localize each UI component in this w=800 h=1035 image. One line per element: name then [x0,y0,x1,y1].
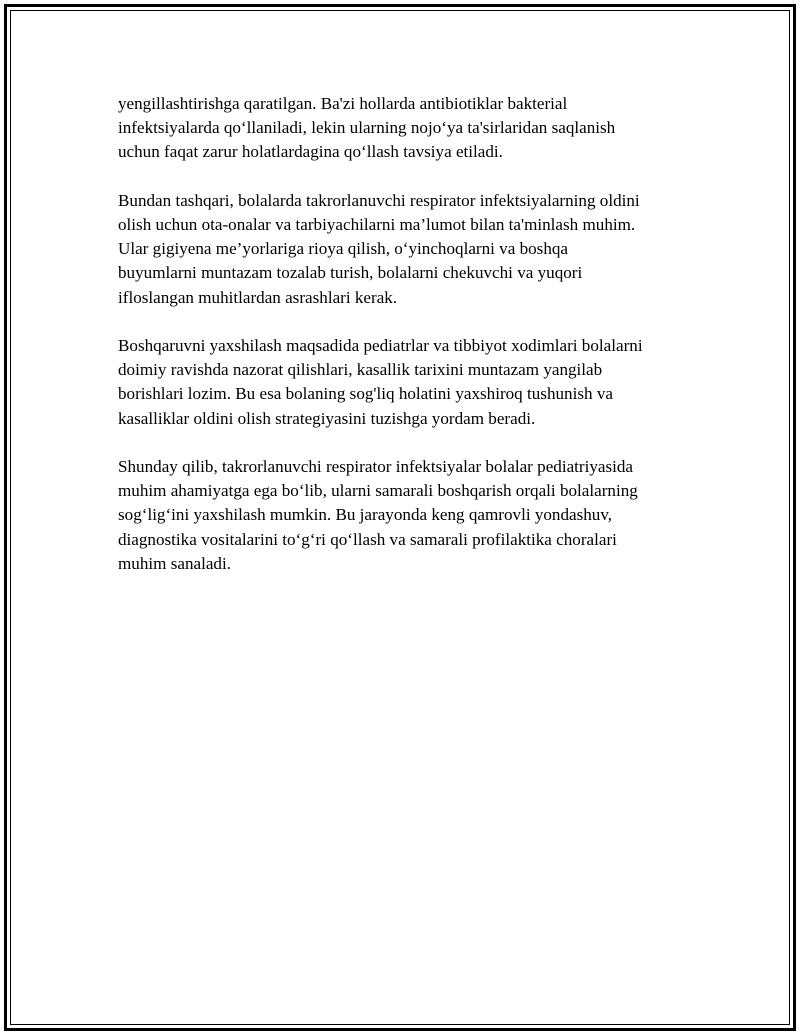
text-line: Ular gigiyena me’yorlariga rioya qilish, o‘yinchoqlarni va boshqa [118,239,569,259]
text-line: yengillashtirishga qaratilgan. Ba'zi hollarda antibiotiklar bakterial [118,94,568,113]
text-line: diagnostika vositalarini to‘g‘ri qo‘llash va samarali profilaktika choralari [118,529,617,549]
paragraph-3 [118,334,690,431]
text-line: infektsiyalarda qo‘llaniladi, lekin ularning nojo‘ya ta'sirlaridan saqlanish [118,118,616,138]
text-line: muhim ahamiyatga ega bo‘lib, ularni samarali boshqarish orqali bolalarning [118,481,638,501]
paragraph-1 [118,92,690,165]
text-line: uchun faqat zarur holatlardagina qo‘llash tavsiya etiladi. [118,142,503,162]
text-line: kasalliklar oldini olish strategiyasini tuzishga yordam beradi. [118,408,536,428]
text-line: muhim sanaladi. [118,553,231,573]
text-line: ifloslangan muhitlardan asrashlari kerak. [118,287,398,307]
text-line: Bundan tashqari, bolalarda takrorlanuvchi respirator infektsiyalarning oldini [118,190,640,210]
document-body [118,92,690,600]
text-line: buyumlarni muntazam tozalab turish, bolalarni chekuvchi va yuqori [118,263,583,283]
text-line: borishlari lozim. Bu esa bolaning sog'liq holatini yaxshiroq tushunish va [118,384,613,404]
text-line: sog‘lig‘ini yaxshilash mumkin. Bu jarayonda keng qamrovli yondashuv, [118,505,613,525]
paragraph-2 [118,189,690,310]
text-line: Boshqaruvni yaxshilash maqsadida pediatrlar va tibbiyot xodimlari bolalarni [118,336,643,355]
paragraph-4 [118,455,690,576]
text-line: doimiy ravishda nazorat qilishlari, kasallik tarixini muntazam yangilab [118,360,603,380]
text-line: Shunday qilib, takrorlanuvchi respirator infektsiyalar bolalar pediatriyasida [118,457,634,476]
text-line: olish uchun ota-onalar va tarbiyachilarni ma’lumot bilan ta'minlash muhim. [118,215,636,234]
